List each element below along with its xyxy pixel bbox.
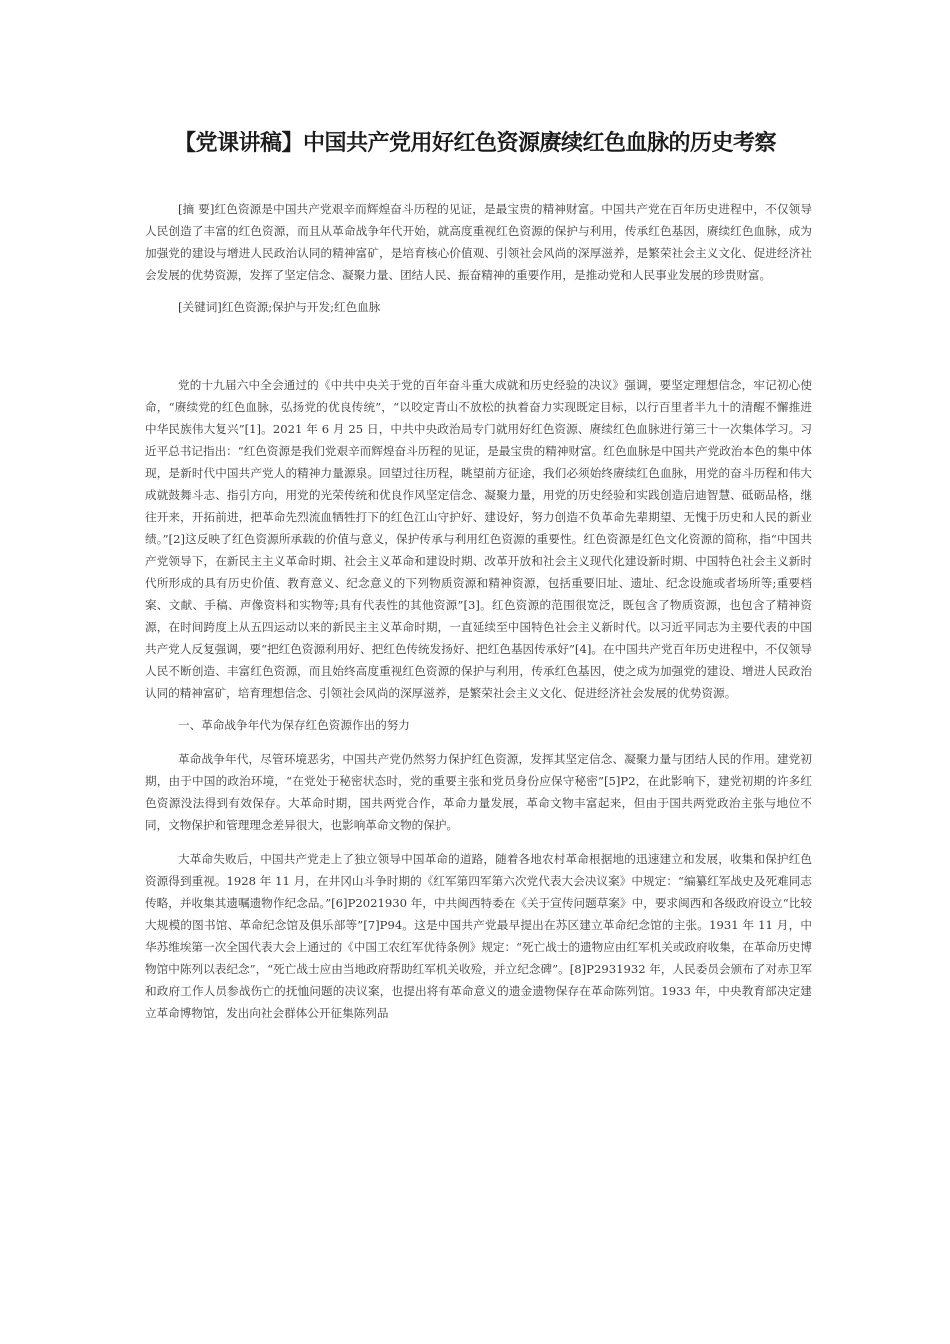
body-paragraph-war-era: 革命战争年代，尽管环境恶劣，中国共产党仍然努力保护红色资源，发挥其坚定信念、凝聚力量与团结人民的作用。建党初期，由于中国的政治环境，“在党处于秘密状态时，党的重要主张和党员身份应保守秘密”[5]P2，在此影响下，建党初期的许多红色资源没法得到有效保存。大革命时期，国共两党合作，革命力量发展，革命文物丰富起来，但由于国共两党政治主张与地位不同，文物保护和管理理念差异很大，也影响革命文物的保护。 xyxy=(145,752,812,832)
document-body xyxy=(145,198,812,1024)
body-paragraph-revolution: 大革命失败后，中国共产党走上了独立领导中国革命的道路，随着各地农村革命根据地的迅速建立和发展，收集和保护红色资源得到重视。1928 年 11 月，在井冈山斗争时期的《红军第四军第六次党代表大会决议案》中规定：“编纂红军战史及死难同志传略，并收集其遗嘱遗物作纪念品。”[6]P2021930 年，中共闽西特委在《关于宣传问题草案》中，要求闽西和各级政府设立“比较大规模的图书馆、革命纪念馆及俱乐部等”[7]P94。这是中国共产党最早提出在苏区建立革命纪念馆的主张。1931 年 11 月，中华苏维埃第一次全国代表大会上通过的《中国工农红军优待条例》规定：“死亡战士的遗物应由红军机关或政府收集，在革命历史博物馆中陈列以表纪念”，“死亡战士应由当地政府帮助红军机关收殓，并立纪念碑”。[8]P2931932 年，人民委员会颁布了对赤卫军和政府工作人员参战伤亡的抚恤问题的决议案，也提出将有革命意义的遗金遗物保存在革命陈列馆。1933 年，中央教育部决定建立革命博物馆，发出向社会群体公开征集陈列品 xyxy=(145,852,812,1020)
keywords-line: [关键词]红色资源;保护与开发;红色血脉 xyxy=(178,300,381,314)
document-title: 【党课讲稿】中国共产党用好红色资源赓续红色血脉的历史考察 xyxy=(173,131,776,156)
abstract-paragraph: [摘 要]红色资源是中国共产党艰辛而辉煌奋斗历程的见证，是最宝贵的精神财富。中国共产党在百年历史进程中，不仅领导人民创造了丰富的红色资源，而且从革命战争年代开始，就高度重视红色资源的保护与利用，传承红色基因，赓续红色血脉，成为加强党的建设与增进人民政治认同的精神富矿，是培育核心价值观、引领社会风尚的深厚滋养，是繁荣社会主义文化、促进经济社会发展的优势资源，发挥了坚定信念、凝聚力量、团结人民、振奋精神的重要作用，是推动党和人民事业发展的珍贵财富。 xyxy=(145,202,812,282)
section-heading: 一、革命战争年代为保存红色资源作出的努力 xyxy=(178,718,410,732)
body-paragraph-intro: 党的十九届六中全会通过的《中共中央关于党的百年奋斗重大成就和历史经验的决议》强调，要坚定理想信念，牢记初心使命，“赓续党的红色血脉，弘扬党的优良传统”，“以咬定青山不放松的执着奋力实现既定目标，以行百里者半九十的清醒不懈推进中华民族伟大复兴”[1]。2021 年 6 月 25 日，中共中央政治局专门就用好红色资源、赓续红色血脉进行第三十一次集体学习。习近平总书记指出：“红色资源是我们党艰辛而辉煌奋斗历程的见证，是最宝贵的精神财富。红色血脉是中国共产党政治本色的集中体现，是新时代中国共产党人的精神力量源泉。回望过往历程，眺望前方征途，我们必须始终赓续红色血脉，用党的奋斗历程和伟大成就鼓舞斗志、指引方向，用党的光荣传统和优良作风坚定信念、凝聚力量，用党的历史经验和实践创造启迪智慧、砥砺品格，继往开来，开拓前进，把革命先烈流血牺牲打下的红色江山守护好、建设好，努力创造不负革命先辈期望、无愧于历史和人民的新业绩。”[2]这反映了红色资源所承载的价值与意义，保护传承与利用红色资源的重要性。红色资源是红色文化资源的简称，指“中国共产党领导下，在新民主主义革命时期、社会主义革命和建设时期、改革开放和社会主义现代化建设新时期、中国特色社会主义新时代所形成的具有历史价值、教育意义、纪念意义的下列物质资源和精神资源，包括重要旧址、遗址、纪念设施或者场所等;重要档案、文献、手稿、声像资料和实物等;具有代表性的其他资源”[3]。红色资源的范围很宽泛，既包含了物质资源，也包含了精神资源，在时间跨度上从五四运动以来的新民主主义革命时期，一直延续至中国特色社会主义新时代。以习近平同志为主要代表的中国共产党人反复强调，要“把红色资源利用好、把红色传统发扬好、把红色基因传承好”[4]。在中国共产党百年历史进程中，不仅领导人民不断创造、丰富红色资源，而且始终高度重视红色资源的保护与利用，传承红色基因，使之成为加强党的建设、增进人民政治认同的精神富矿，培育理想信念、引领社会风尚的深厚滋养，是繁荣社会主义文化、促进经济社会发展的优势资源。 xyxy=(145,378,812,700)
